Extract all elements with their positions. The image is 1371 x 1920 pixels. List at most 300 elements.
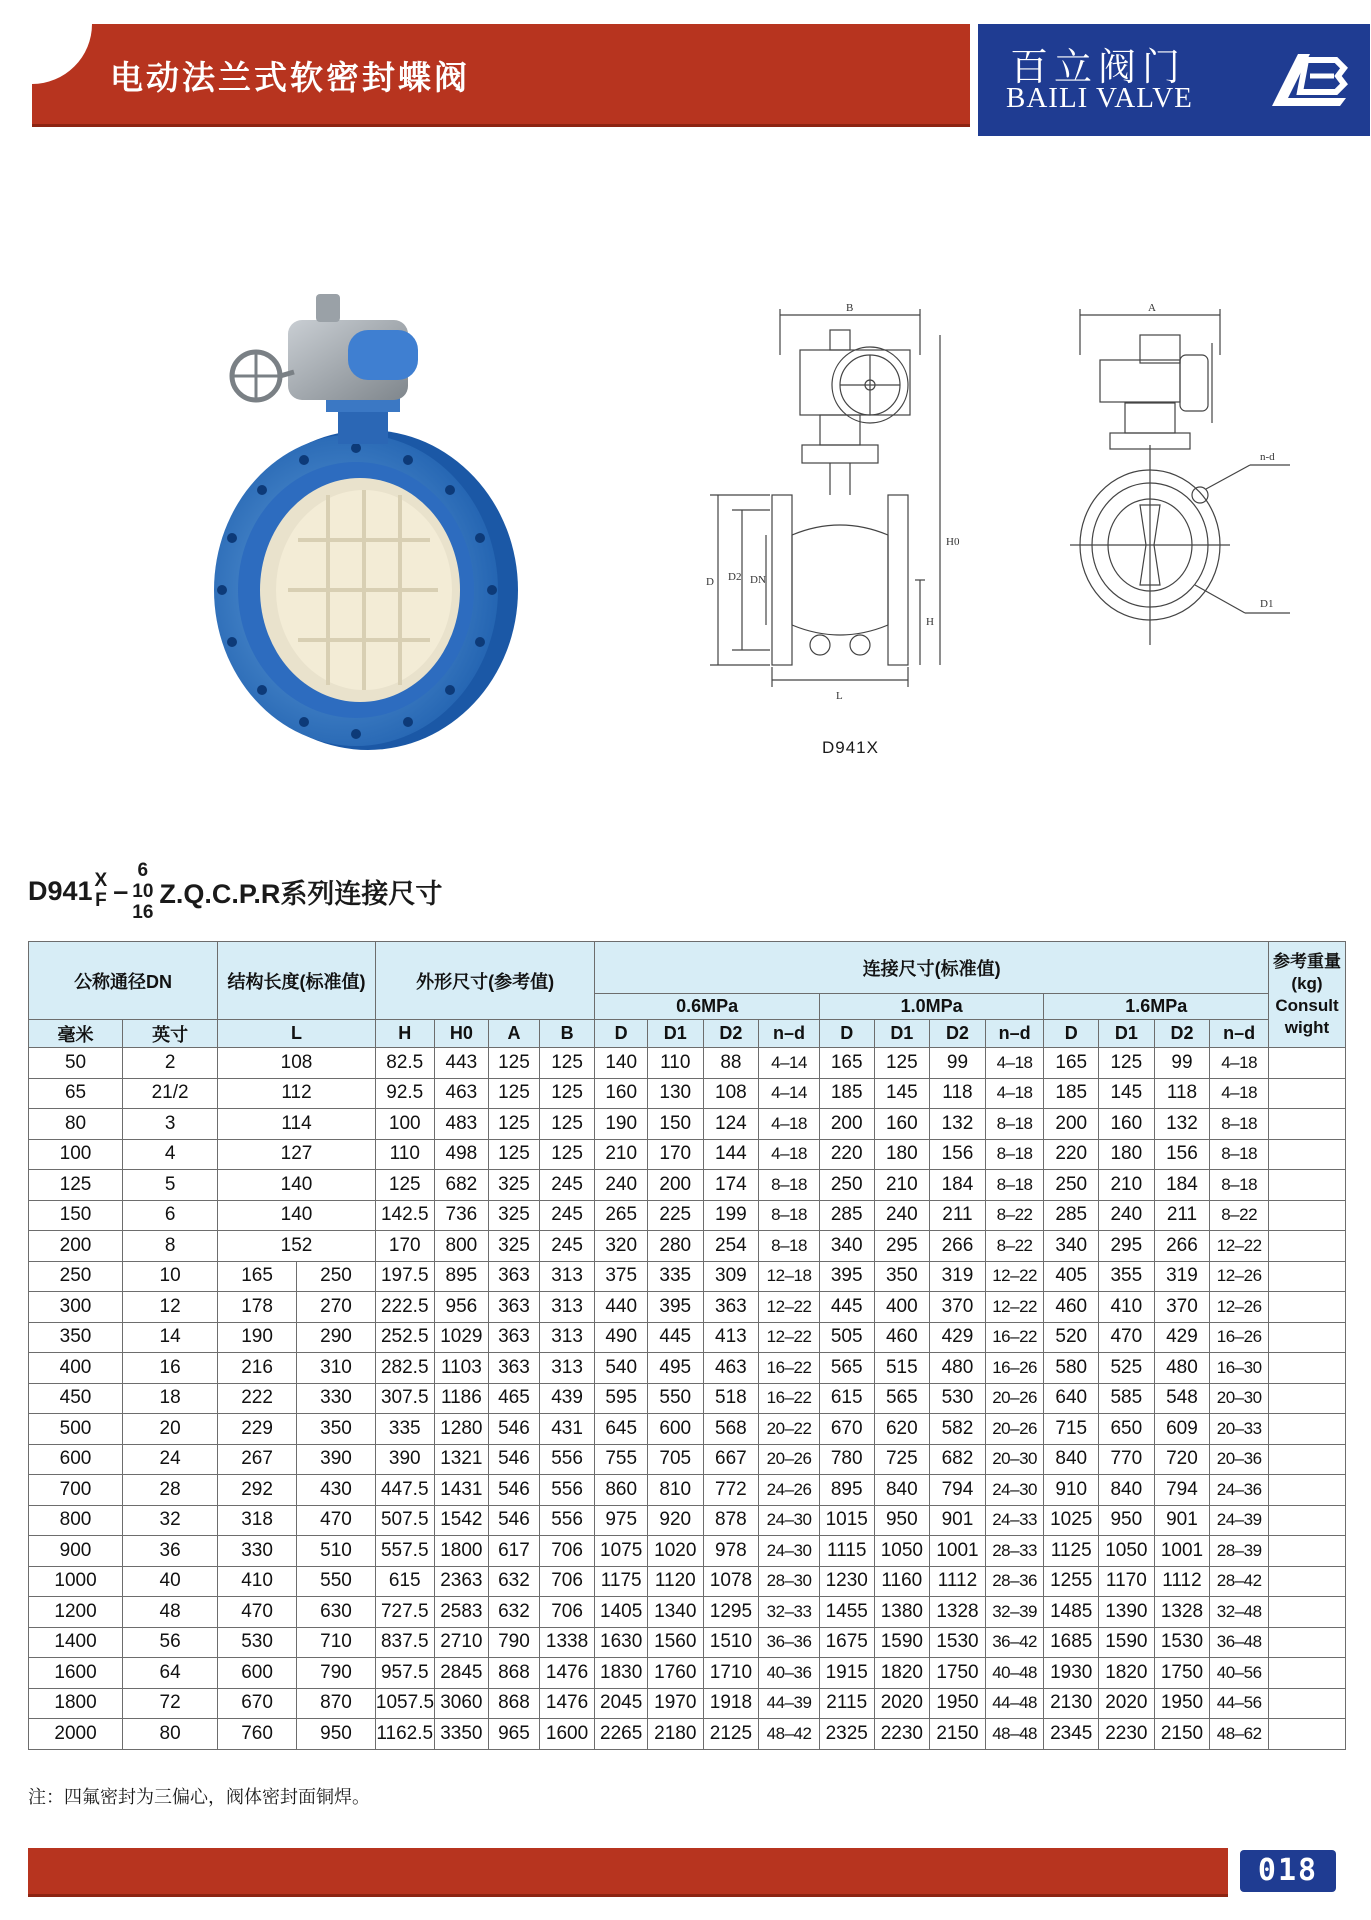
- header-p10-d1: D1: [874, 1020, 930, 1048]
- seal-top: X: [94, 870, 108, 891]
- cell-h0: 498: [434, 1139, 489, 1170]
- pressure-stack: [132, 860, 153, 923]
- dim-label-d2: D2: [728, 571, 742, 583]
- cell-p06-d1: 395: [647, 1292, 703, 1323]
- cell-p06-d1: 705: [647, 1444, 703, 1475]
- cell-p16-d: 520: [1044, 1322, 1099, 1353]
- table-row: [29, 1597, 1346, 1628]
- cell-p06-d: 190: [595, 1109, 648, 1140]
- table-row: [29, 1109, 1346, 1140]
- cell-length-2: 350: [297, 1414, 376, 1445]
- cell-p06-nd: 8–18: [759, 1170, 820, 1201]
- table-row: [29, 1170, 1346, 1201]
- cell-weight: [1269, 1444, 1346, 1475]
- cell-a: 125: [489, 1139, 540, 1170]
- cell-p06-d1: 2180: [647, 1719, 703, 1750]
- cell-length-2: 950: [297, 1719, 376, 1750]
- table-row: [29, 1414, 1346, 1445]
- cell-p06-d2: 463: [703, 1353, 759, 1384]
- cell-p10-d1: 725: [874, 1444, 930, 1475]
- cell-dn-inch: 6: [123, 1200, 218, 1231]
- cell-a: 632: [489, 1566, 540, 1597]
- table-row: [29, 1505, 1346, 1536]
- table-row: [29, 1719, 1346, 1750]
- brand-name-en: BAILI VALVE: [1006, 82, 1193, 114]
- page-number: 018: [1240, 1850, 1336, 1892]
- weight-line-2: (kg): [1291, 973, 1323, 993]
- page-title: 电动法兰式软密封蝶阀: [110, 58, 470, 97]
- cell-p16-d2: 2150: [1154, 1719, 1210, 1750]
- cell-p16-nd: 12–26: [1210, 1292, 1269, 1323]
- cell-p16-d2: 1001: [1154, 1536, 1210, 1567]
- cell-h0: 1186: [434, 1383, 489, 1414]
- cell-h: 92.5: [375, 1078, 434, 1109]
- cell-length-1: 292: [218, 1475, 297, 1506]
- cell-b: 245: [539, 1231, 595, 1262]
- cell-weight: [1269, 1139, 1346, 1170]
- cell-p10-d1: 950: [874, 1505, 930, 1536]
- cell-p10-d1: 1160: [874, 1566, 930, 1597]
- seal-material-fraction: [95, 871, 108, 911]
- cell-b: 125: [539, 1078, 595, 1109]
- cell-p16-d2: 429: [1154, 1322, 1210, 1353]
- cell-p06-d2: 518: [703, 1383, 759, 1414]
- cell-p06-nd: 28–30: [759, 1566, 820, 1597]
- cell-p10-d: 2115: [819, 1688, 874, 1719]
- cell-p16-nd: 44–56: [1210, 1688, 1269, 1719]
- cell-b: 1338: [539, 1627, 595, 1658]
- cell-p10-d2: 118: [930, 1078, 986, 1109]
- cell-h0: 443: [434, 1048, 489, 1079]
- cell-dn-mm: 1400: [29, 1627, 123, 1658]
- cell-p10-d1: 180: [874, 1139, 930, 1170]
- cell-p06-d2: 309: [703, 1261, 759, 1292]
- cell-h: 837.5: [375, 1627, 434, 1658]
- cell-p16-d: 340: [1044, 1231, 1099, 1262]
- cell-weight: [1269, 1322, 1346, 1353]
- cell-dn-mm: 1800: [29, 1688, 123, 1719]
- cell-p10-d: 1675: [819, 1627, 874, 1658]
- cell-p06-d: 645: [595, 1414, 648, 1445]
- footnote: 注：四氟密封为三偏心，阀体密封面铜焊。: [28, 1787, 370, 1808]
- cell-h: 507.5: [375, 1505, 434, 1536]
- dim-label-dn: DN: [750, 574, 766, 586]
- cell-dn-mm: 1600: [29, 1658, 123, 1689]
- cell-p16-d1: 410: [1099, 1292, 1155, 1323]
- cell-weight: [1269, 1292, 1346, 1323]
- baili-logo-icon: [1262, 46, 1352, 116]
- cell-h0: 895: [434, 1261, 489, 1292]
- header-weight: [1269, 942, 1346, 1048]
- cell-b: 706: [539, 1536, 595, 1567]
- cell-a: 546: [489, 1414, 540, 1445]
- cell-b: 439: [539, 1383, 595, 1414]
- cell-p10-d: 780: [819, 1444, 874, 1475]
- cell-p06-d1: 170: [647, 1139, 703, 1170]
- cell-h0: 682: [434, 1170, 489, 1201]
- cell-p06-d1: 1970: [647, 1688, 703, 1719]
- cell-p06-d1: 110: [647, 1048, 703, 1079]
- cell-p16-d: 2345: [1044, 1719, 1099, 1750]
- dim-label-d1: D1: [1260, 598, 1274, 610]
- cell-p10-d2: 99: [930, 1048, 986, 1079]
- cell-p06-nd: 40–36: [759, 1658, 820, 1689]
- cell-p16-d: 910: [1044, 1475, 1099, 1506]
- cell-dn-inch: 48: [123, 1597, 218, 1628]
- cell-dn-inch: 28: [123, 1475, 218, 1506]
- header-h: H: [375, 1020, 434, 1048]
- cell-p16-d2: 1328: [1154, 1597, 1210, 1628]
- cell-p06-d1: 200: [647, 1170, 703, 1201]
- cell-p16-d: 1255: [1044, 1566, 1099, 1597]
- cell-h0: 463: [434, 1078, 489, 1109]
- cell-p10-nd: 8–18: [985, 1170, 1044, 1201]
- dim-label-d: D: [706, 576, 714, 588]
- table-row: [29, 1383, 1346, 1414]
- cell-p06-d2: 568: [703, 1414, 759, 1445]
- cell-length-2: 510: [297, 1536, 376, 1567]
- cell-p10-d: 1455: [819, 1597, 874, 1628]
- cell-p10-d: 1015: [819, 1505, 874, 1536]
- table-row: [29, 1536, 1346, 1567]
- cell-p06-d2: 667: [703, 1444, 759, 1475]
- cell-p10-d: 395: [819, 1261, 874, 1292]
- cell-dn-inch: 24: [123, 1444, 218, 1475]
- cell-p06-nd: 32–33: [759, 1597, 820, 1628]
- cell-h: 125: [375, 1170, 434, 1201]
- cell-p16-nd: 8–18: [1210, 1170, 1269, 1201]
- cell-p10-d: 1115: [819, 1536, 874, 1567]
- cell-p06-d1: 1760: [647, 1658, 703, 1689]
- cell-p16-d2: 156: [1154, 1139, 1210, 1170]
- cell-b: 125: [539, 1048, 595, 1079]
- cell-a: 363: [489, 1322, 540, 1353]
- cell-p10-d1: 145: [874, 1078, 930, 1109]
- cell-p16-d2: 132: [1154, 1109, 1210, 1140]
- cell-p06-d2: 254: [703, 1231, 759, 1262]
- cell-length: 127: [218, 1139, 376, 1170]
- cell-p16-nd: 28–39: [1210, 1536, 1269, 1567]
- cell-p06-d2: 1918: [703, 1688, 759, 1719]
- cell-dn-mm: 1200: [29, 1597, 123, 1628]
- cell-h0: 483: [434, 1109, 489, 1140]
- cell-p10-d1: 840: [874, 1475, 930, 1506]
- cell-dn-inch: 8: [123, 1231, 218, 1262]
- cell-dn-mm: 800: [29, 1505, 123, 1536]
- cell-h0: 1800: [434, 1536, 489, 1567]
- header-mm: 毫米: [29, 1020, 123, 1048]
- cell-p06-d2: 363: [703, 1292, 759, 1323]
- cell-length-1: 267: [218, 1444, 297, 1475]
- cell-b: 313: [539, 1261, 595, 1292]
- cell-p16-nd: 8–22: [1210, 1200, 1269, 1231]
- cell-length-2: 470: [297, 1505, 376, 1536]
- cell-p10-d2: 794: [930, 1475, 986, 1506]
- cell-dn-inch: 16: [123, 1353, 218, 1384]
- cell-dn-mm: 300: [29, 1292, 123, 1323]
- table-row: [29, 1353, 1346, 1384]
- dim-label-b: B: [846, 302, 854, 314]
- cell-h0: 3060: [434, 1688, 489, 1719]
- cell-p16-d1: 210: [1099, 1170, 1155, 1201]
- cell-p06-d: 2265: [595, 1719, 648, 1750]
- cell-b: 313: [539, 1322, 595, 1353]
- cell-weight: [1269, 1200, 1346, 1231]
- cell-p06-nd: 12–22: [759, 1322, 820, 1353]
- cell-p16-nd: 20–33: [1210, 1414, 1269, 1445]
- cell-p10-d: 895: [819, 1475, 874, 1506]
- cell-p10-d2: 1328: [930, 1597, 986, 1628]
- cell-p06-d2: 108: [703, 1078, 759, 1109]
- cell-p10-d1: 1820: [874, 1658, 930, 1689]
- connection-dimensions-table-wrap: [28, 941, 1346, 1750]
- cell-p06-d: 1175: [595, 1566, 648, 1597]
- cell-p06-d2: 413: [703, 1322, 759, 1353]
- pressure-10: 10: [132, 880, 154, 902]
- cell-h0: 800: [434, 1231, 489, 1262]
- cell-length-2: 270: [297, 1292, 376, 1323]
- cell-p06-nd: 4–14: [759, 1048, 820, 1079]
- cell-p06-d2: 199: [703, 1200, 759, 1231]
- cell-p10-d: 285: [819, 1200, 874, 1231]
- cell-p16-d1: 295: [1099, 1231, 1155, 1262]
- cell-p10-d2: 156: [930, 1139, 986, 1170]
- cell-p10-nd: 28–36: [985, 1566, 1044, 1597]
- header-inch: 英寸: [123, 1020, 218, 1048]
- cell-dn-mm: 2000: [29, 1719, 123, 1750]
- cell-p06-d: 860: [595, 1475, 648, 1506]
- cell-h: 110: [375, 1139, 434, 1170]
- cell-p10-d2: 211: [930, 1200, 986, 1231]
- cell-p10-d2: 682: [930, 1444, 986, 1475]
- cell-p06-nd: 36–36: [759, 1627, 820, 1658]
- cell-p10-d2: 132: [930, 1109, 986, 1140]
- cell-length: 152: [218, 1231, 376, 1262]
- cell-p16-d: 285: [1044, 1200, 1099, 1231]
- cell-h: 142.5: [375, 1200, 434, 1231]
- cell-p10-nd: 12–22: [985, 1292, 1044, 1323]
- cell-p06-d: 210: [595, 1139, 648, 1170]
- cell-h0: 3350: [434, 1719, 489, 1750]
- header-length: 结构长度(标准值): [218, 942, 376, 1020]
- cell-b: 245: [539, 1200, 595, 1231]
- cell-p16-d: 200: [1044, 1109, 1099, 1140]
- cell-dn-inch: 20: [123, 1414, 218, 1445]
- cell-p10-d2: 2150: [930, 1719, 986, 1750]
- cell-a: 965: [489, 1719, 540, 1750]
- dim-label-l: L: [836, 690, 843, 702]
- table-row: [29, 1475, 1346, 1506]
- cell-a: 790: [489, 1627, 540, 1658]
- cell-p10-d2: 1750: [930, 1658, 986, 1689]
- cell-length-2: 250: [297, 1261, 376, 1292]
- cell-length-2: 390: [297, 1444, 376, 1475]
- cell-p06-d: 265: [595, 1200, 648, 1231]
- cell-p10-d: 165: [819, 1048, 874, 1079]
- cell-p16-d2: 901: [1154, 1505, 1210, 1536]
- cell-p10-nd: 20–30: [985, 1444, 1044, 1475]
- table-row: [29, 1139, 1346, 1170]
- header-p06-nd: n–d: [759, 1020, 820, 1048]
- table-row: [29, 1322, 1346, 1353]
- cell-dn-inch: 5: [123, 1170, 218, 1201]
- cell-h: 615: [375, 1566, 434, 1597]
- cell-b: 706: [539, 1597, 595, 1628]
- cell-p06-d1: 920: [647, 1505, 703, 1536]
- header-p10-d2: D2: [930, 1020, 986, 1048]
- cell-p16-nd: 36–48: [1210, 1627, 1269, 1658]
- header-l: L: [218, 1020, 376, 1048]
- header-p06: 0.6MPa: [595, 994, 820, 1020]
- cell-p06-nd: 20–26: [759, 1444, 820, 1475]
- cell-dn-inch: 3: [123, 1109, 218, 1140]
- cell-dn-mm: 400: [29, 1353, 123, 1384]
- cell-p10-d1: 565: [874, 1383, 930, 1414]
- cell-h: 252.5: [375, 1322, 434, 1353]
- cell-p16-d: 1125: [1044, 1536, 1099, 1567]
- cell-a: 363: [489, 1353, 540, 1384]
- cell-b: 706: [539, 1566, 595, 1597]
- cell-p10-nd: 20–26: [985, 1383, 1044, 1414]
- cell-b: 1600: [539, 1719, 595, 1750]
- cell-p10-d1: 620: [874, 1414, 930, 1445]
- cell-a: 325: [489, 1170, 540, 1201]
- cell-length-2: 550: [297, 1566, 376, 1597]
- cell-p06-nd: 24–30: [759, 1536, 820, 1567]
- cell-p06-nd: 4–18: [759, 1109, 820, 1140]
- cell-p16-d: 1930: [1044, 1658, 1099, 1689]
- cell-p10-nd: 36–42: [985, 1627, 1044, 1658]
- header-outline: 外形尺寸(参考值): [375, 942, 594, 1020]
- header-a: A: [489, 1020, 540, 1048]
- cell-h0: 1431: [434, 1475, 489, 1506]
- cell-p10-nd: 16–22: [985, 1322, 1044, 1353]
- cell-p06-nd: 24–26: [759, 1475, 820, 1506]
- cell-p10-d2: 530: [930, 1383, 986, 1414]
- cell-p16-d1: 840: [1099, 1475, 1155, 1506]
- cell-length: 140: [218, 1200, 376, 1231]
- cell-length: 108: [218, 1048, 376, 1079]
- cell-dn-mm: 80: [29, 1109, 123, 1140]
- cell-p16-d2: 99: [1154, 1048, 1210, 1079]
- cell-p10-d2: 582: [930, 1414, 986, 1445]
- cell-p06-d1: 1560: [647, 1627, 703, 1658]
- cell-p06-nd: 24–30: [759, 1505, 820, 1536]
- cell-p06-nd: 16–22: [759, 1353, 820, 1384]
- cell-p06-d1: 150: [647, 1109, 703, 1140]
- valve-dimension-drawing: [670, 295, 1320, 715]
- cell-p10-d: 340: [819, 1231, 874, 1262]
- cell-length-2: 330: [297, 1383, 376, 1414]
- cell-p16-d: 1025: [1044, 1505, 1099, 1536]
- cell-p16-d: 460: [1044, 1292, 1099, 1323]
- cell-p06-d1: 130: [647, 1078, 703, 1109]
- cell-h: 727.5: [375, 1597, 434, 1628]
- cell-h0: 1321: [434, 1444, 489, 1475]
- cell-length-1: 410: [218, 1566, 297, 1597]
- header-p16-nd: n–d: [1210, 1020, 1269, 1048]
- cell-p06-d1: 280: [647, 1231, 703, 1262]
- cell-p06-d1: 1020: [647, 1536, 703, 1567]
- footer-banner: [28, 1848, 1228, 1894]
- cell-p16-d2: 211: [1154, 1200, 1210, 1231]
- table-row: [29, 1292, 1346, 1323]
- cell-p10-nd: 40–48: [985, 1658, 1044, 1689]
- cell-p06-nd: 48–42: [759, 1719, 820, 1750]
- header-p06-d2: D2: [703, 1020, 759, 1048]
- cell-p06-d1: 495: [647, 1353, 703, 1384]
- cell-h0: 2845: [434, 1658, 489, 1689]
- cell-p10-d2: 1112: [930, 1566, 986, 1597]
- cell-length: 112: [218, 1078, 376, 1109]
- cell-h: 557.5: [375, 1536, 434, 1567]
- cell-p10-nd: 28–33: [985, 1536, 1044, 1567]
- cell-p06-d: 375: [595, 1261, 648, 1292]
- cell-a: 125: [489, 1109, 540, 1140]
- cell-dn-inch: 56: [123, 1627, 218, 1658]
- cell-h: 100: [375, 1109, 434, 1140]
- cell-p10-nd: 12–22: [985, 1261, 1044, 1292]
- cell-dn-inch: 10: [123, 1261, 218, 1292]
- cell-b: 1476: [539, 1658, 595, 1689]
- cell-dn-mm: 100: [29, 1139, 123, 1170]
- cell-p10-d: 185: [819, 1078, 874, 1109]
- cell-weight: [1269, 1475, 1346, 1506]
- cell-dn-inch: 80: [123, 1719, 218, 1750]
- cell-p16-d1: 125: [1099, 1048, 1155, 1079]
- cell-weight: [1269, 1658, 1346, 1689]
- cell-h: 1162.5: [375, 1719, 434, 1750]
- cell-p06-d: 1405: [595, 1597, 648, 1628]
- cell-p10-nd: 20–26: [985, 1414, 1044, 1445]
- cell-p10-nd: 8–22: [985, 1200, 1044, 1231]
- cell-p16-d1: 1390: [1099, 1597, 1155, 1628]
- header-p10-d: D: [819, 1020, 874, 1048]
- cell-p10-d2: 184: [930, 1170, 986, 1201]
- cell-p16-d1: 2230: [1099, 1719, 1155, 1750]
- table-body: [29, 1048, 1346, 1750]
- cell-p06-d2: 1710: [703, 1658, 759, 1689]
- series-suffix: Z.Q.C.P.R系列连接尺寸: [159, 878, 443, 909]
- cell-p10-d: 505: [819, 1322, 874, 1353]
- cell-weight: [1269, 1048, 1346, 1079]
- cell-b: 313: [539, 1353, 595, 1384]
- cell-dn-mm: 350: [29, 1322, 123, 1353]
- cell-weight: [1269, 1383, 1346, 1414]
- cell-length-2: 630: [297, 1597, 376, 1628]
- cell-dn-mm: 700: [29, 1475, 123, 1506]
- cell-weight: [1269, 1231, 1346, 1262]
- cell-p10-nd: 48–48: [985, 1719, 1044, 1750]
- header-p16: 1.6MPa: [1044, 994, 1269, 1020]
- cell-p06-d2: 1510: [703, 1627, 759, 1658]
- cell-p16-d1: 470: [1099, 1322, 1155, 1353]
- cell-p16-d1: 1820: [1099, 1658, 1155, 1689]
- cell-p06-d2: 772: [703, 1475, 759, 1506]
- cell-p16-nd: 12–22: [1210, 1231, 1269, 1262]
- cell-p06-d1: 600: [647, 1414, 703, 1445]
- cell-weight: [1269, 1566, 1346, 1597]
- cell-p10-nd: 24–30: [985, 1475, 1044, 1506]
- cell-p16-d: 220: [1044, 1139, 1099, 1170]
- cell-p10-d2: 901: [930, 1505, 986, 1536]
- header-connection: 连接尺寸(标准值): [595, 942, 1269, 994]
- cell-dn-inch: 32: [123, 1505, 218, 1536]
- cell-p06-d: 140: [595, 1048, 648, 1079]
- cell-dn-mm: 50: [29, 1048, 123, 1079]
- cell-h0: 1280: [434, 1414, 489, 1445]
- cell-weight: [1269, 1170, 1346, 1201]
